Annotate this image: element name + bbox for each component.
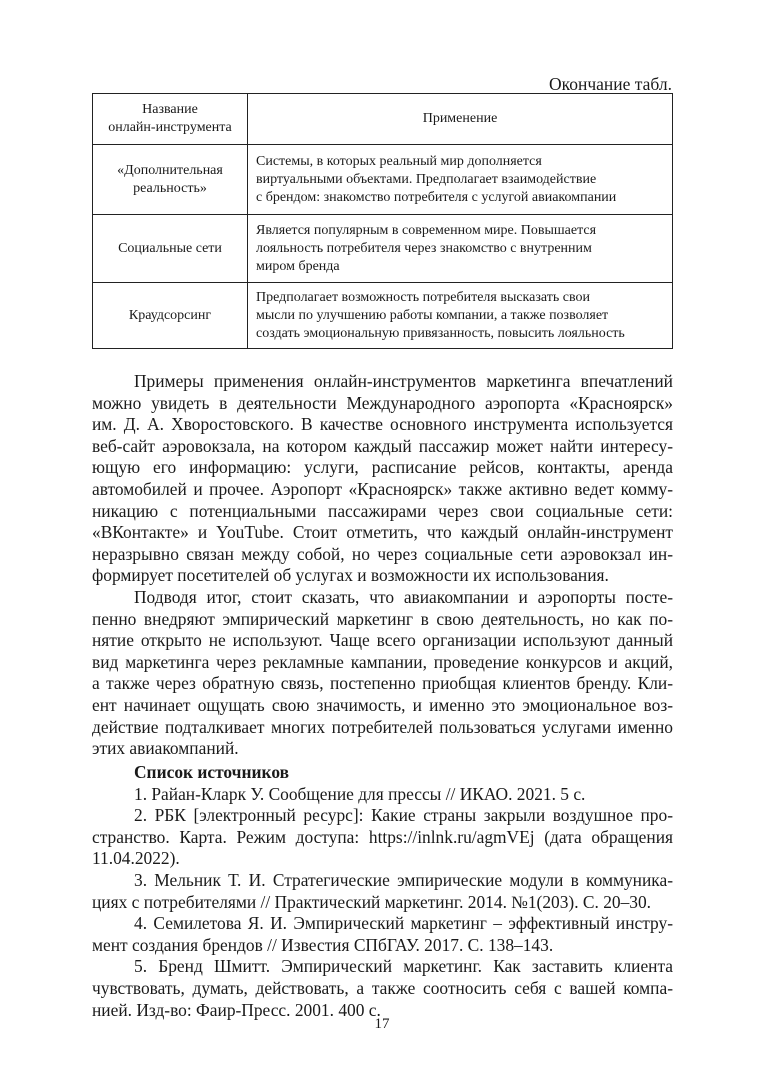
reference-item	[92, 913, 673, 956]
tool-name-cell	[93, 145, 248, 215]
tool-name-cell	[93, 283, 248, 349]
application-line: Является популярным в современном мире. Повышается	[256, 223, 597, 238]
text-line: странство. Карта. Режим доступа: https://inlnk.ru/agmVEj (дата обращения	[92, 826, 673, 847]
text-line: никацию с потенциальными пассажирами через свои социальные сети:	[92, 500, 673, 521]
reference-item	[92, 956, 673, 1021]
text-line: чувствовать, думать, действовать, а также соотносить себя с вашей компа-	[92, 977, 673, 998]
application-cell	[248, 283, 673, 349]
application-line: Системы, в которых реальный мир дополняется	[256, 154, 542, 169]
text-line: мент создания брендов // Известия СПбГАУ. 2017. С. 138–143.	[92, 934, 554, 955]
table-row	[93, 283, 673, 349]
paragraph	[92, 371, 673, 587]
text-line: формирует посетителей об услугах и возможности их использования.	[92, 565, 609, 586]
text-line: ент начинает ощущать свою значимость, и именно это эмоциональное воз-	[92, 694, 673, 715]
text-line: пенно внедряют эмпирический маркетинг в свою деятельность, но как по-	[92, 608, 673, 629]
tool-name-line: Социальные сети	[118, 240, 222, 256]
online-tools-table	[92, 93, 673, 349]
tool-name-line: «Дополнительная	[117, 162, 223, 178]
application-cell	[248, 215, 673, 283]
text-line: веб-сайт аэровокзала, на котором каждый пассажир может найти интересу-	[92, 435, 673, 456]
reference-item	[92, 870, 673, 913]
text-line: неразрывно связан между собой, но через социальные сети аэровокзал ин-	[92, 543, 673, 564]
application-line: миром бренда	[256, 259, 340, 274]
text-line: 3. Мельник Т. И. Стратегические эмпирические модули в коммуника-	[134, 869, 673, 890]
text-line: 5. Бренд Шмитт. Эмпирический маркетинг. Как заставить клиента	[134, 956, 673, 977]
text-line: 4. Семилетова Я. И. Эмпирический маркетинг – эффективный инстру-	[134, 913, 673, 934]
text-line: нией. Изд-во: Фаир-Пресс. 2001. 400 с.	[92, 999, 381, 1020]
text-line: Примеры применения онлайн-инструментов маркетинга впечатлений	[134, 371, 673, 391]
table-row	[93, 145, 673, 215]
page-number: 17	[374, 1016, 390, 1032]
reference-item	[92, 805, 673, 870]
text-line: 11.04.2022).	[92, 848, 180, 869]
paragraph	[92, 587, 673, 760]
application-line: создать эмоциональную привязанность, повысить лояльность	[256, 326, 625, 341]
text-line: действие подталкивает многих потребителей пользоваться услугами именно	[92, 716, 673, 737]
text-line: этих авиакомпаний.	[92, 738, 239, 759]
text-line: можно увидеть в деятельности Международного аэропорта «Красноярск»	[92, 392, 673, 413]
text-line: Подводя итог, стоит сказать, что авиакомпании и аэропорты посте-	[134, 586, 673, 607]
table-row	[93, 215, 673, 283]
body-text	[92, 371, 673, 760]
text-line: а также через обратную связь, постепенно приобщая клиентов бренду. Кли-	[92, 673, 673, 694]
text-line: циях с потребителями // Практический маркетинг. 2014. №1(203). С. 20–30.	[92, 891, 652, 912]
text-line: ющую его информацию: услуги, расписание рейсов, контакты, аренда	[92, 457, 673, 478]
text-line: вид маркетинга через рекламные кампании, проведение конкурсов и акций,	[92, 651, 673, 672]
application-line: мысли по улучшению работы компании, а также позволяет	[256, 308, 609, 323]
text-line: автомобилей и прочее. Аэропорт «Красноярск» также активно ведет комму-	[92, 478, 673, 499]
application-line: Предполагает возможность потребителя высказать свои	[256, 290, 590, 305]
header-tool-name: Название онлайн-инструмента	[93, 94, 248, 145]
text-line: нятие открыто не используют. Чаще всего организации используют данный	[92, 630, 673, 651]
tool-name-line: реальность»	[133, 180, 207, 196]
application-line: с брендом: знакомство потребителя с услугой авиакомпании	[256, 190, 617, 205]
application-cell	[248, 145, 673, 215]
text-line: им. Д. А. Хворостовского. В качестве основного инструмента используется	[92, 414, 673, 435]
table-continuation-caption: Окончание табл.	[548, 74, 672, 94]
tool-name-cell	[93, 215, 248, 283]
text-line: 1. Райан-Кларк У. Сообщение для прессы // ИКАО. 2021. 5 с.	[134, 783, 586, 804]
application-line: виртуальными объектами. Предполагает взаимодействие	[256, 172, 597, 187]
references-heading: Список источников	[134, 762, 289, 782]
text-line: «ВКонтакте» и YouTube. Стоит отметить, что каждый онлайн-инструмент	[92, 522, 673, 543]
text-line: 2. РБК [электронный ресурс]: Какие страны закрыли воздушное про-	[134, 805, 673, 826]
table-header-row	[93, 94, 673, 145]
reference-item	[92, 784, 673, 806]
references-section	[92, 762, 673, 1021]
application-line: лояльность потребителя через знакомство с внутренним	[256, 241, 592, 256]
tool-name-line: Краудсорсинг	[128, 307, 212, 323]
header-application: Применение	[248, 94, 673, 145]
